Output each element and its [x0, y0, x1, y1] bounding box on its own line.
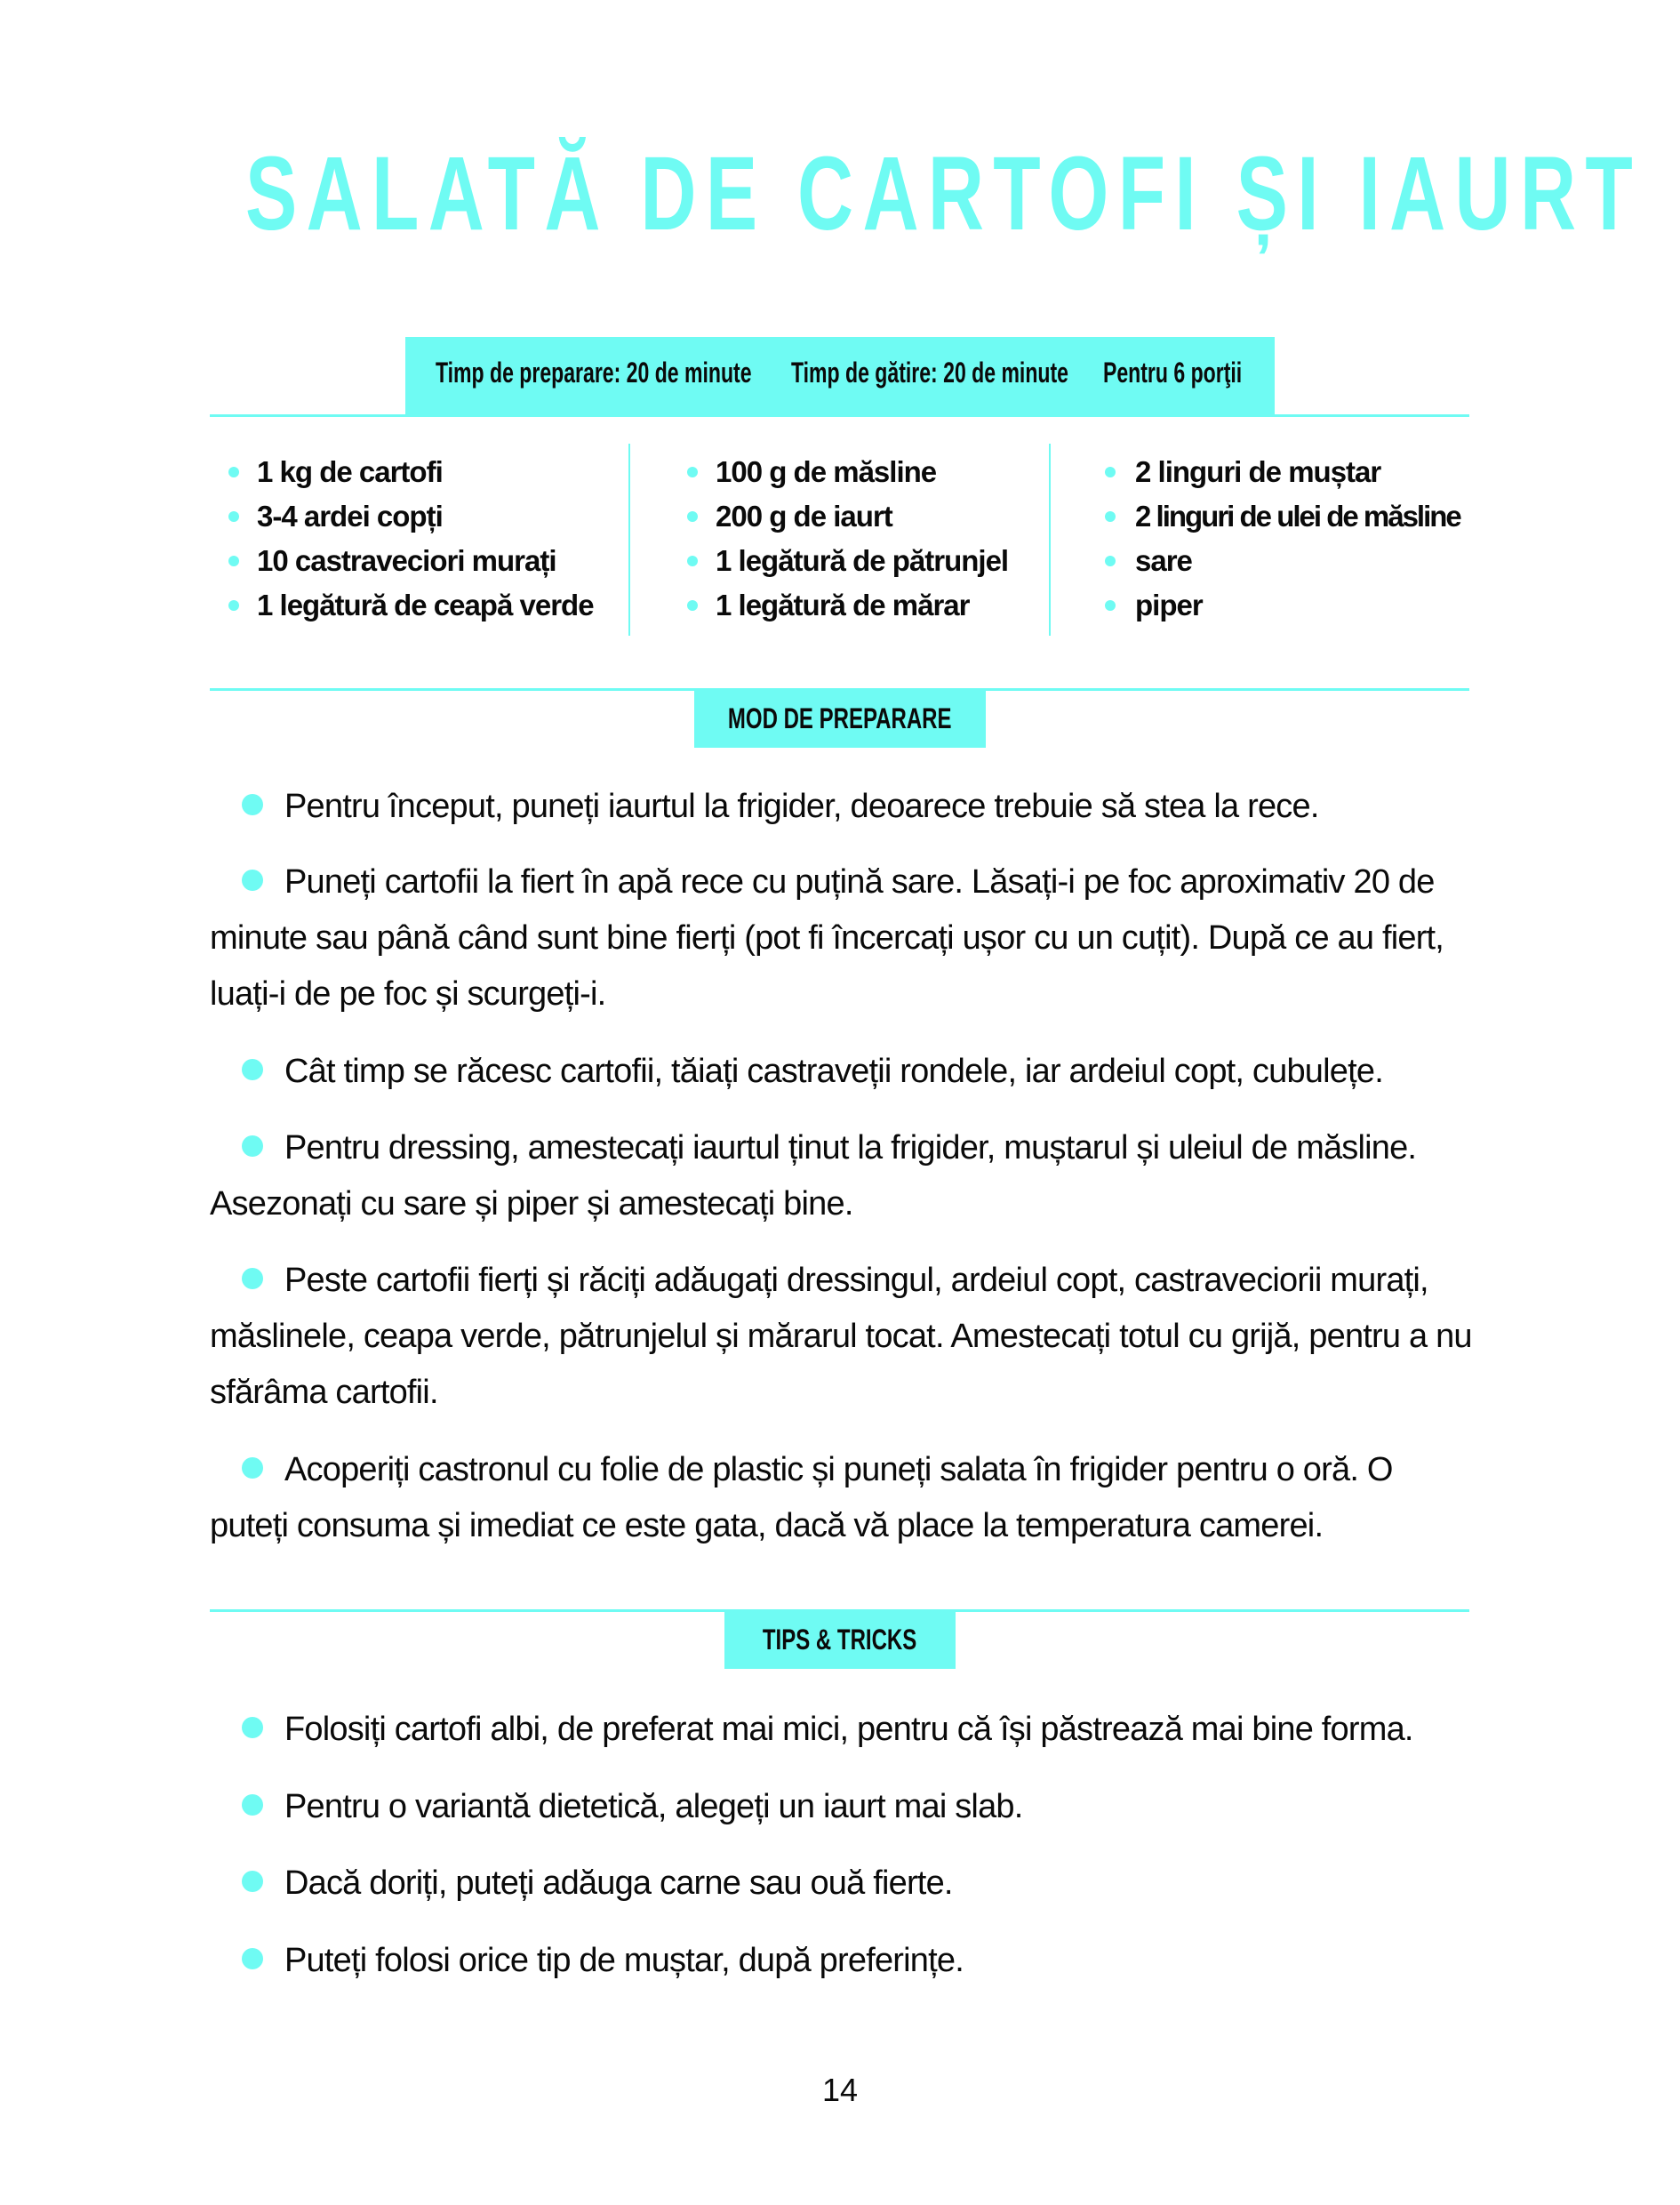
bullet-icon [242, 1268, 263, 1289]
method-step: Acoperiți castronul cu folie de plastic și puneți salata în frigider pentru o oră. O puteți consuma și imediat ce este gata, dacă vă place la temperatura camerei. [210, 1451, 1393, 1544]
method-step: Peste cartofii fierți și răciți adăugați dressingul, ardeiul copt, castraveciorii murați, măslinele, ceapa verde, pătrunjelul și mărarul tocat. Amestecați totul cu grijă, pentru a nu sfărâma cartofii. [210, 1262, 1472, 1411]
cook-time: Timp de gătire: 20 de minute [791, 357, 1068, 389]
tips-heading [724, 1611, 956, 1669]
bullet-icon [242, 1059, 263, 1080]
bullet-icon [242, 1135, 263, 1157]
tips-heading-text: TIPS & TRICKS [763, 1624, 917, 1656]
method-step: Pentru dressing, amestecați iaurtul ținut la frigider, muștarul și uleiul de măsline. Asezonați cu sare și piper și amestecați bine. [210, 1129, 1417, 1223]
bullet-icon [228, 600, 239, 611]
tip-item: Folosiți cartofi albi, de preferat mai mici, pentru că își păstrează mai bine forma. [210, 1702, 1472, 1758]
bullet-icon [1105, 556, 1116, 566]
bullet-icon [1105, 511, 1116, 522]
bullet-icon [242, 1871, 263, 1892]
tip-item: Pentru o variantă dietetică, alegeți un iaurt mai slab. [210, 1779, 1472, 1835]
bullet-icon [228, 556, 239, 566]
servings: Pentru 6 porţii [1103, 357, 1243, 389]
column-divider [1049, 444, 1051, 636]
page-title-text: SALATĂ DE CARTOFI ȘI IAURT [244, 135, 1643, 253]
bullet-icon [687, 600, 698, 611]
bullet-icon [242, 870, 263, 891]
method-heading-text: MOD DE PREPARARE [728, 702, 952, 734]
bullet-icon [1105, 600, 1116, 611]
bullet-icon [242, 1948, 263, 1969]
page-number: 14 [821, 2072, 859, 2108]
tip-item: Puteți folosi orice tip de muștar, după preferințe. [210, 1933, 1472, 1989]
tip-item: Dacă doriți, puteți adăuga carne sau ouă fierte. [210, 1856, 1472, 1912]
method-step: Puneți cartofii la fiert în apă rece cu puțină sare. Lăsați-i pe foc aproximativ 20 de minute sau până când sunt bine fierți (pot fi încercați ușor cu un cuțit). După ce au fiert, luați-i de pe foc și scurgeți-i. [210, 863, 1444, 1013]
method-step: Pentru început, puneți iaurtul la frigider, deoarece trebuie să stea la rece. [210, 779, 1472, 835]
bullet-icon [687, 556, 698, 566]
column-divider [628, 444, 630, 636]
bullet-icon [242, 1717, 263, 1738]
recipe-info-bar [405, 337, 1275, 417]
page-title [0, 133, 1680, 254]
prep-time: Timp de preparare: 20 de minute [436, 357, 752, 389]
bullet-icon [228, 511, 239, 522]
method-heading [694, 690, 986, 748]
bullet-icon [242, 1794, 263, 1816]
bullet-icon [242, 1457, 263, 1479]
bullet-icon [242, 794, 263, 815]
bullet-icon [228, 467, 239, 477]
bullet-icon [687, 467, 698, 477]
bullet-icon [687, 511, 698, 522]
bullet-icon [1105, 467, 1116, 477]
method-step: Cât timp se răcesc cartofii, tăiați castraveții rondele, iar ardeiul copt, cubulețe. [210, 1044, 1472, 1100]
